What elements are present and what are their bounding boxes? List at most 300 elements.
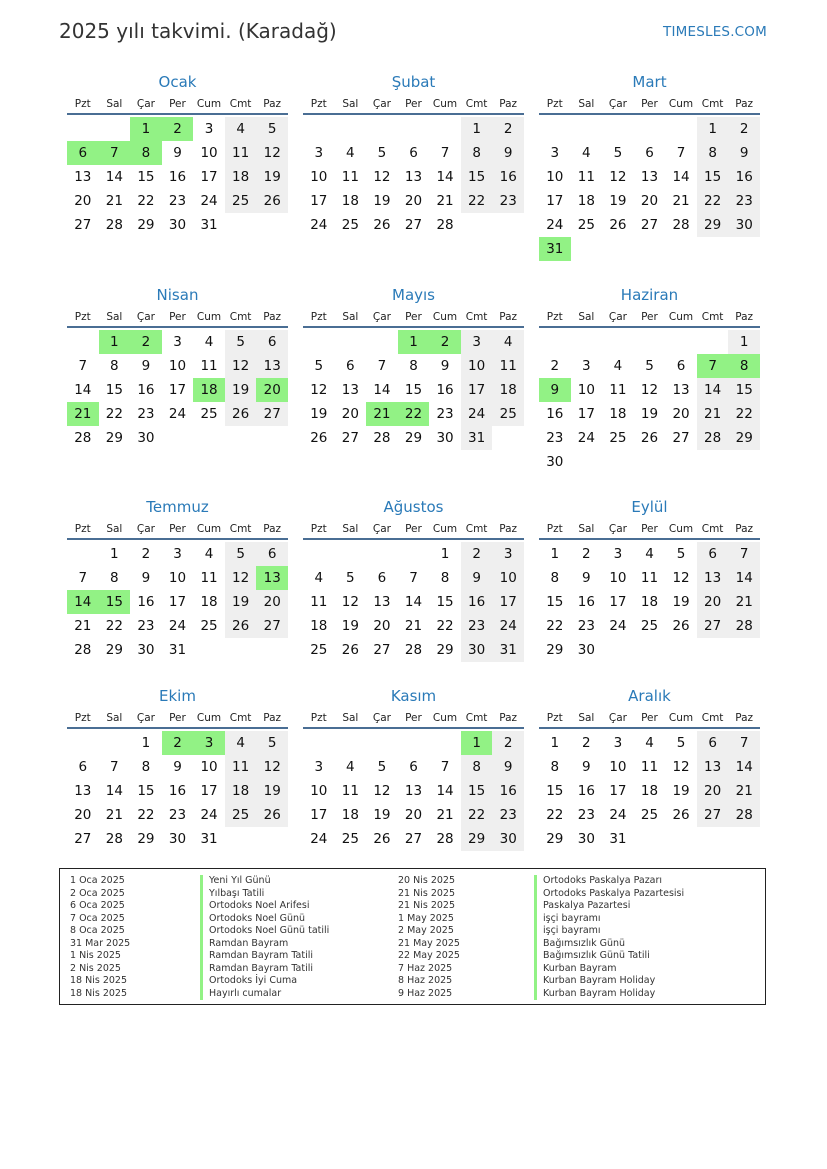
weekday-label: Cmt [465,523,488,535]
weekday-label: Cum [432,523,458,535]
day-cell: 12 [609,169,627,185]
holiday-name: Ortodoks Paskalya Pazartesisi [534,888,684,901]
day-cell: 27 [640,217,659,233]
day-cell: 20 [404,807,423,823]
day-cell: 15 [697,165,729,189]
empty-cell [634,117,666,141]
day-cell: 7 [728,542,760,566]
weekday-label: Cum [432,712,458,724]
day-cell: 21 [728,779,760,803]
holiday-day-cell: 2 [162,117,194,141]
day-cell: 12 [256,141,288,165]
weekday-label: Paz [263,523,282,535]
day-cell: 19 [672,783,690,799]
day-cell: 18 [341,807,359,823]
day-cell: 28 [436,831,454,847]
day-cell: 27 [404,217,423,233]
day-cell: 28 [728,614,760,638]
empty-cell [303,330,335,354]
day-cell: 29 [461,827,493,851]
day-cell: 13 [640,169,659,185]
empty-cell [398,542,430,566]
day-cell: 18 [577,193,595,209]
day-cell: 9 [492,755,524,779]
holiday-dates-col-2 [398,875,460,1000]
brand-link[interactable]: TIMESLES.COM [663,24,767,40]
day-cell: 11 [310,594,328,610]
day-cell: 30 [577,831,595,847]
day-cell: 28 [404,642,423,658]
holiday-name: Kurban Bayram [534,963,684,976]
day-cell: 2 [582,735,591,751]
day-cell: 31 [200,217,218,233]
weekday-label: Per [641,311,658,323]
day-cell: 27 [404,831,423,847]
holiday-name: Paskalya Pazartesi [534,900,684,913]
day-cell: 12 [672,570,690,586]
day-cell: 30 [137,642,155,658]
weekday-label: Per [169,311,186,323]
day-cell: 24 [200,193,218,209]
day-cell: 29 [546,831,564,847]
day-cell: 10 [577,382,595,398]
day-cell: 4 [346,145,355,161]
weekday-label: Cmt [701,523,724,535]
day-cell: 8 [141,759,151,775]
month-name: Mart [632,73,667,91]
day-cell: 28 [373,430,391,446]
day-cell: 12 [225,354,257,378]
day-cell: 10 [310,169,328,185]
day-cell: 11 [640,759,659,775]
holiday-dates-col-1 [70,875,130,1000]
day-cell: 16 [577,594,595,610]
day-cell: 5 [314,358,324,374]
weekday-label: Pzt [546,311,563,323]
weekday-label: Çar [136,311,155,323]
day-cell: 4 [204,334,214,350]
day-cell: 23 [137,406,155,422]
holiday-names-col-2 [534,875,684,1000]
empty-cell [602,117,634,141]
weekday-label: Çar [136,98,155,110]
day-cell: 18 [200,594,218,610]
month-name: Mayıs [392,286,435,304]
weekday-label: Pzt [74,98,91,110]
day-cell: 17 [200,169,218,185]
day-cell: 4 [645,546,654,562]
day-cell: 10 [609,570,627,586]
day-cell: 21 [728,590,760,614]
holiday-date: 1 Nis 2025 [70,950,121,961]
day-cell: 6 [256,330,288,354]
weekday-label: Sal [578,311,595,323]
empty-cell [429,731,461,755]
day-cell: 7 [78,358,88,374]
empty-cell [602,330,634,354]
day-cell: 3 [550,145,560,161]
weekday-label: Cum [668,712,694,724]
day-cell: 24 [200,807,218,823]
day-cell: 20 [373,618,391,634]
day-cell: 11 [225,141,257,165]
day-cell: 9 [141,570,151,586]
month-11 [303,686,524,851]
day-cell: 7 [377,358,387,374]
weekday-header [303,709,524,729]
day-cell: 20 [697,779,729,803]
day-cell: 17 [492,590,524,614]
empty-cell [99,117,131,141]
day-cell: 19 [225,590,257,614]
day-cell: 3 [173,334,182,350]
weekday-label: Cum [196,523,222,535]
weekday-label: Sal [106,311,123,323]
day-cell: 26 [256,803,288,827]
day-cell: 14 [728,755,760,779]
day-cell: 1 [697,117,729,141]
day-cell: 13 [404,783,423,799]
holiday-day-cell: 13 [256,566,288,590]
day-cell: 15 [546,594,564,610]
weekday-label: Çar [372,523,391,535]
day-cell: 6 [676,358,686,374]
holiday-name: Ramdan Bayram [200,938,329,951]
month-4 [67,285,288,450]
day-cell: 10 [168,570,187,586]
day-cell: 17 [609,783,627,799]
day-cell: 24 [310,831,328,847]
weekday-label: Cmt [465,98,488,110]
day-cell: 3 [314,759,324,775]
holiday-name: Ortodoks İyi Cuma [200,975,329,988]
day-cell: 13 [341,382,359,398]
day-cell: 29 [105,642,123,658]
day-cell: 1 [141,735,151,751]
day-cell: 10 [461,354,493,378]
day-cell: 5 [256,731,288,755]
day-cell: 19 [672,594,690,610]
day-grid [67,731,288,851]
weekday-label: Cmt [229,98,252,110]
day-cell: 27 [373,642,391,658]
holiday-name: Kurban Bayram Holiday [534,988,684,1001]
day-cell: 7 [78,570,88,586]
day-cell: 31 [492,638,524,662]
day-grid [539,117,760,261]
weekday-label: Paz [735,523,754,535]
day-cell: 8 [550,759,560,775]
month-6 [539,285,760,474]
empty-cell [67,330,99,354]
day-cell: 12 [310,382,328,398]
day-cell: 11 [492,354,524,378]
weekday-label: Per [169,523,186,535]
weekday-header [67,520,288,540]
weekday-label: Pzt [546,523,563,535]
day-cell: 8 [550,570,560,586]
day-cell: 20 [404,193,423,209]
weekday-label: Cmt [701,311,724,323]
day-cell: 6 [697,731,729,755]
day-cell: 4 [346,759,355,775]
day-grid [67,542,288,662]
empty-cell [697,330,729,354]
day-cell: 18 [640,783,659,799]
empty-cell [67,731,99,755]
month-name: Ocak [158,73,197,91]
day-cell: 26 [640,430,659,446]
day-cell: 10 [310,783,328,799]
day-cell: 20 [640,193,659,209]
day-cell: 22 [436,618,454,634]
month-name: Ekim [159,687,196,705]
page-title: 2025 yılı takvimi. (Karadağ) [59,19,337,43]
day-cell: 29 [137,831,155,847]
empty-cell [303,731,335,755]
day-cell: 19 [373,807,391,823]
weekday-label: Sal [578,712,595,724]
day-cell: 30 [728,213,760,237]
month-2 [303,72,524,237]
month-name: Temmuz [146,498,209,516]
day-cell: 26 [672,618,690,634]
day-cell: 9 [440,358,450,374]
holiday-date: 7 Oca 2025 [70,912,125,924]
day-cell: 20 [672,406,690,422]
day-cell: 7 [409,570,418,586]
day-cell: 26 [373,217,391,233]
day-cell: 28 [74,430,92,446]
day-cell: 19 [341,618,359,634]
day-cell: 11 [341,783,359,799]
holiday-day-cell: 8 [130,141,162,165]
day-cell: 27 [341,430,359,446]
day-cell: 19 [609,193,627,209]
holiday-day-cell: 1 [398,330,430,354]
month-name: Haziran [620,286,679,304]
day-cell: 18 [310,618,328,634]
day-cell: 23 [168,193,187,209]
day-cell: 22 [728,402,760,426]
day-cell: 16 [728,165,760,189]
weekday-label: Per [169,98,186,110]
empty-cell [366,542,398,566]
weekday-label: Çar [372,712,391,724]
weekday-header [303,308,524,328]
day-cell: 28 [697,426,729,450]
weekday-label: Per [405,523,422,535]
day-cell: 19 [256,779,288,803]
weekday-label: Per [169,712,186,724]
day-cell: 17 [200,783,218,799]
weekday-label: Cmt [229,311,252,323]
holiday-names-col-1 [200,875,329,1000]
holiday-name: Ortodoks Noel Günü tatili [200,925,329,938]
holiday-day-cell: 1 [99,330,131,354]
day-cell: 2 [492,117,524,141]
day-cell: 15 [137,783,155,799]
weekday-label: Çar [372,311,391,323]
day-grid [303,731,524,851]
day-cell: 21 [672,193,690,209]
day-cell: 8 [461,141,493,165]
holiday-name: Ortodoks Noel Arifesi [200,900,329,913]
holiday-date: 6 Oca 2025 [70,900,125,911]
weekday-label: Paz [735,98,754,110]
holiday-name: Ramdan Bayram Tatili [200,950,329,963]
day-cell: 6 [409,145,418,161]
holiday-day-cell: 1 [130,117,162,141]
day-cell: 12 [225,566,257,590]
empty-cell [398,117,430,141]
day-cell: 21 [404,618,423,634]
day-cell: 11 [640,570,659,586]
weekday-label: Paz [499,523,518,535]
day-cell: 25 [310,642,328,658]
day-cell: 24 [609,618,627,634]
day-cell: 21 [105,807,123,823]
day-cell: 14 [74,382,92,398]
day-cell: 12 [256,755,288,779]
day-cell: 16 [137,382,155,398]
empty-cell [335,542,367,566]
weekday-header [67,95,288,115]
day-cell: 31 [461,426,493,450]
day-cell: 31 [609,831,627,847]
day-cell: 6 [377,570,387,586]
day-cell: 8 [409,358,418,374]
holiday-day-cell: 20 [256,378,288,402]
day-cell: 30 [492,827,524,851]
day-cell: 26 [609,217,627,233]
day-cell: 12 [373,169,391,185]
weekday-label: Paz [499,98,518,110]
holiday-day-cell: 7 [697,354,729,378]
day-cell: 13 [672,382,690,398]
day-cell: 2 [141,546,151,562]
holiday-day-cell: 6 [67,141,99,165]
day-cell: 15 [546,783,564,799]
holiday-date: 7 Haz 2025 [398,962,453,974]
day-cell: 3 [613,546,623,562]
day-cell: 6 [78,759,88,775]
day-cell: 7 [728,731,760,755]
holiday-day-cell: 8 [728,354,760,378]
day-cell: 27 [256,614,288,638]
day-cell: 26 [225,402,257,426]
day-cell: 24 [461,402,493,426]
holiday-day-cell: 3 [193,731,225,755]
day-cell: 3 [582,358,591,374]
day-cell: 25 [200,618,218,634]
day-cell: 3 [173,546,182,562]
day-cell: 15 [461,165,493,189]
day-cell: 8 [110,570,119,586]
weekday-header [539,95,760,115]
day-cell: 13 [74,169,92,185]
holiday-list [59,868,766,1005]
weekday-label: Cum [668,311,694,323]
empty-cell [366,731,398,755]
weekday-label: Pzt [546,98,563,110]
day-cell: 30 [137,430,155,446]
day-cell: 13 [697,566,729,590]
day-cell: 10 [546,169,564,185]
day-cell: 13 [404,169,423,185]
day-cell: 17 [546,193,564,209]
weekday-header [67,308,288,328]
day-cell: 21 [74,618,92,634]
day-cell: 28 [672,217,690,233]
day-cell: 19 [640,406,659,422]
holiday-date: 21 May 2025 [398,937,460,949]
day-cell: 14 [728,566,760,590]
day-cell: 22 [105,406,123,422]
day-cell: 24 [609,807,627,823]
weekday-label: Per [405,311,422,323]
day-cell: 28 [728,803,760,827]
day-cell: 5 [225,542,257,566]
day-cell: 25 [341,217,359,233]
day-cell: 9 [173,759,182,775]
day-cell: 23 [577,618,595,634]
day-cell: 20 [341,406,359,422]
month-name: Nisan [156,286,199,304]
day-cell: 27 [672,430,690,446]
weekday-label: Cum [196,311,222,323]
day-cell: 22 [461,189,493,213]
day-cell: 19 [310,406,328,422]
holiday-day-cell: 14 [67,590,99,614]
day-cell: 9 [582,570,591,586]
day-cell: 30 [577,642,595,658]
day-cell: 3 [613,735,623,751]
empty-cell [335,330,367,354]
day-cell: 17 [577,406,595,422]
day-cell: 22 [697,189,729,213]
empty-cell [571,330,603,354]
holiday-day-cell: 22 [398,402,430,426]
day-cell: 8 [461,755,493,779]
day-cell: 16 [546,406,564,422]
day-cell: 7 [676,145,686,161]
day-cell: 10 [200,759,218,775]
day-cell: 30 [168,831,187,847]
day-cell: 23 [137,618,155,634]
weekday-label: Per [405,712,422,724]
weekday-header [67,709,288,729]
month-1 [67,72,288,237]
day-cell: 28 [105,831,123,847]
day-cell: 15 [461,779,493,803]
weekday-label: Paz [735,712,754,724]
day-grid [303,542,524,662]
weekday-label: Per [641,712,658,724]
day-cell: 25 [341,831,359,847]
day-cell: 25 [225,189,257,213]
day-cell: 21 [105,193,123,209]
day-cell: 18 [640,594,659,610]
weekday-label: Cmt [465,712,488,724]
day-cell: 5 [613,145,623,161]
day-cell: 14 [105,169,123,185]
day-cell: 22 [461,803,493,827]
holiday-date: 9 Haz 2025 [398,987,453,999]
day-cell: 12 [672,759,690,775]
month-name: Aralık [628,687,671,705]
day-cell: 20 [256,590,288,614]
